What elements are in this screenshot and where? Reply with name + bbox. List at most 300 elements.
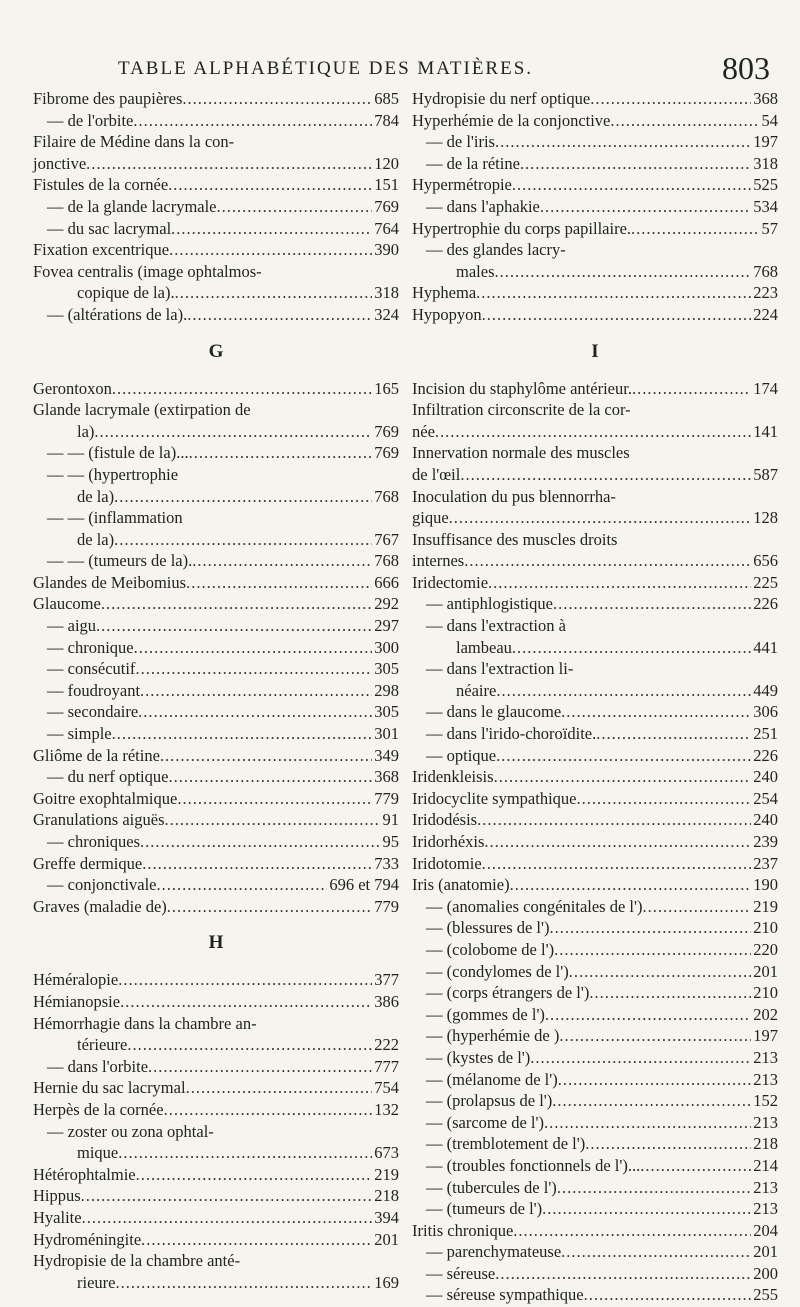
index-entry bbox=[412, 1090, 778, 1112]
section-letter: H bbox=[208, 932, 224, 954]
leader-dots bbox=[192, 550, 372, 572]
index-entry bbox=[33, 110, 399, 132]
entry-text: térieure bbox=[77, 1035, 128, 1055]
entry-text: — (gommes de l') bbox=[426, 1004, 545, 1024]
leader-dots bbox=[82, 1207, 373, 1229]
entry-page-number: 318 bbox=[753, 153, 778, 173]
leader-dots bbox=[164, 1099, 373, 1121]
leader-dots bbox=[168, 766, 372, 788]
entry-page-number: 201 bbox=[753, 961, 778, 981]
index-entry bbox=[33, 507, 399, 529]
page-header bbox=[0, 50, 800, 90]
entry-page-number: 324 bbox=[374, 304, 399, 324]
leader-dots bbox=[449, 507, 752, 529]
leader-dots bbox=[168, 174, 372, 196]
section-letter: I bbox=[591, 340, 599, 362]
entry-text: — (sarcome de l') bbox=[426, 1112, 544, 1132]
entry-text: — dans l'aphakie bbox=[426, 196, 540, 216]
leader-dots bbox=[569, 961, 752, 983]
entry-text: — du nerf optique bbox=[47, 767, 169, 787]
entry-text: Iridenkleisis bbox=[412, 767, 494, 787]
index-entry bbox=[412, 1133, 778, 1155]
leader-dots bbox=[640, 1155, 751, 1177]
leader-dots bbox=[157, 874, 328, 896]
entry-text: Goitre exophtalmique bbox=[33, 788, 178, 808]
leader-dots bbox=[141, 1229, 372, 1251]
index-entry bbox=[33, 853, 399, 875]
entry-text: Héméralopie bbox=[33, 970, 119, 990]
leader-dots bbox=[554, 939, 751, 961]
index-entry bbox=[33, 1099, 399, 1121]
leader-dots bbox=[186, 572, 372, 594]
leader-dots bbox=[494, 766, 752, 788]
entry-text: Iris (anatomie) bbox=[412, 875, 510, 895]
entry-text: Hyperhémie de la conjonctive bbox=[412, 110, 611, 130]
entry-page-number: 239 bbox=[753, 832, 778, 851]
leader-dots bbox=[495, 131, 751, 153]
entry-page-number: 767 bbox=[374, 529, 399, 549]
entry-page-number: 120 bbox=[374, 153, 399, 173]
entry-page-number: 128 bbox=[753, 508, 778, 528]
entry-page-number: 223 bbox=[753, 283, 778, 303]
entry-text: — chroniques bbox=[47, 832, 141, 851]
entry-page-number: 95 bbox=[382, 832, 399, 851]
index-entry bbox=[33, 766, 399, 788]
entry-text: de la) bbox=[77, 486, 115, 506]
leader-dots bbox=[476, 282, 751, 304]
leader-dots bbox=[512, 174, 751, 196]
entry-page-number: 214 bbox=[753, 1155, 778, 1175]
entry-text: jonctive bbox=[33, 153, 87, 173]
index-entry bbox=[33, 174, 399, 196]
entry-text: Infiltration circonscrite de la cor- bbox=[412, 400, 631, 420]
index-entry bbox=[412, 1025, 778, 1047]
leader-dots bbox=[186, 1077, 373, 1099]
index-entry bbox=[412, 378, 778, 400]
entry-text: Hémianopsie bbox=[33, 991, 121, 1011]
entry-page-number: 769 bbox=[374, 196, 399, 216]
entry-text: Hypermétropie bbox=[412, 175, 512, 195]
entry-text: Innervation normale des muscles bbox=[412, 443, 630, 463]
entry-page-number: 784 bbox=[374, 110, 399, 130]
entry-text: — (hyperhémie de ) bbox=[426, 1026, 560, 1046]
index-entry bbox=[412, 809, 778, 831]
index-entry bbox=[33, 1229, 399, 1251]
entry-page-number: 779 bbox=[374, 896, 399, 916]
entry-page-number: 306 bbox=[753, 702, 778, 722]
index-entry bbox=[412, 486, 778, 508]
leader-dots bbox=[496, 745, 751, 767]
index-entry bbox=[33, 218, 399, 240]
entry-text: Fibrome des paupières bbox=[33, 89, 183, 108]
entry-page-number: 201 bbox=[753, 1242, 778, 1262]
entry-text: — dans l'irido-choroïdite. bbox=[426, 724, 597, 744]
entry-page-number: 318 bbox=[374, 283, 399, 303]
entry-text: Hippus bbox=[33, 1186, 81, 1206]
leader-dots bbox=[160, 745, 372, 767]
entry-page-number: 368 bbox=[753, 89, 778, 108]
index-entry bbox=[33, 261, 399, 283]
leader-dots bbox=[112, 723, 373, 745]
leader-dots bbox=[610, 110, 759, 132]
entry-page-number: 769 bbox=[374, 443, 399, 463]
entry-page-number: 210 bbox=[753, 983, 778, 1003]
leader-dots bbox=[632, 378, 751, 400]
entry-text: Glandes de Meibomius bbox=[33, 572, 187, 592]
entry-page-number: 218 bbox=[753, 1134, 778, 1154]
leader-dots bbox=[177, 788, 372, 810]
leader-dots bbox=[540, 196, 751, 218]
entry-page-number: 213 bbox=[753, 1047, 778, 1067]
leader-dots bbox=[496, 680, 751, 702]
entry-text: Graves (maladie de) bbox=[33, 896, 167, 916]
entry-text: — optique bbox=[426, 745, 497, 765]
index-entry bbox=[33, 680, 399, 702]
entry-page-number: 768 bbox=[753, 261, 778, 281]
leader-dots bbox=[530, 1047, 751, 1069]
leader-dots bbox=[510, 874, 752, 896]
entry-page-number: 226 bbox=[753, 594, 778, 614]
entry-page-number: 141 bbox=[753, 421, 778, 441]
leader-dots bbox=[81, 1185, 373, 1207]
index-entry bbox=[33, 572, 399, 594]
leader-dots bbox=[175, 282, 373, 304]
leader-dots bbox=[96, 615, 372, 637]
entry-text: Hydropisie du nerf optique bbox=[412, 89, 591, 108]
entry-page-number: 213 bbox=[753, 1112, 778, 1132]
entry-text: Glande lacrymale (extirpation de bbox=[33, 400, 251, 420]
leader-dots bbox=[464, 550, 751, 572]
index-entry bbox=[33, 550, 399, 572]
index-entry bbox=[412, 1155, 778, 1177]
index-entry bbox=[33, 196, 399, 218]
index-entry bbox=[412, 421, 778, 443]
entry-text: — (altérations de la). bbox=[47, 304, 188, 324]
entry-text: Gliôme de la rétine bbox=[33, 745, 160, 765]
entry-page-number: 386 bbox=[374, 991, 399, 1011]
index-entry bbox=[412, 1220, 778, 1242]
entry-page-number: 666 bbox=[374, 572, 399, 592]
entry-page-number: 202 bbox=[753, 1004, 778, 1024]
entry-text: — — (hypertrophie bbox=[47, 464, 179, 484]
index-entry bbox=[33, 282, 399, 304]
index-entry bbox=[33, 399, 399, 421]
entry-text: — séreuse sympathique bbox=[426, 1285, 584, 1305]
index-entry bbox=[33, 1207, 399, 1229]
entry-text: de l'œil bbox=[412, 464, 461, 484]
index-entry bbox=[33, 1272, 399, 1294]
entry-page-number: 377 bbox=[374, 970, 399, 990]
entry-page-number: 200 bbox=[753, 1263, 778, 1283]
index-entry bbox=[412, 174, 778, 196]
entry-page-number: 226 bbox=[753, 745, 778, 765]
index-entry bbox=[412, 874, 778, 896]
running-title: TABLE ALPHABÉTIQUE DES MATIÈRES. bbox=[118, 58, 534, 79]
entry-text: — des glandes lacry- bbox=[426, 240, 566, 260]
entry-page-number: 349 bbox=[374, 745, 399, 765]
index-entry bbox=[33, 421, 399, 443]
entry-text: — foudroyant bbox=[47, 680, 141, 700]
index-entry bbox=[412, 153, 778, 175]
entry-page-number: 733 bbox=[374, 853, 399, 873]
leader-dots bbox=[545, 1004, 751, 1026]
index-entry bbox=[412, 961, 778, 983]
leader-dots bbox=[590, 88, 751, 110]
leader-dots bbox=[189, 442, 373, 464]
index-entry bbox=[412, 1177, 778, 1199]
entry-page-number: 768 bbox=[374, 551, 399, 571]
index-entry bbox=[33, 723, 399, 745]
index-entry bbox=[33, 1142, 399, 1164]
entry-page-number: 297 bbox=[374, 616, 399, 636]
leader-dots bbox=[495, 261, 752, 283]
index-entry bbox=[33, 637, 399, 659]
entry-text: — (corps étrangers de l') bbox=[426, 983, 590, 1003]
entry-page-number: 213 bbox=[753, 1069, 778, 1089]
index-entry bbox=[412, 723, 778, 745]
entry-page-number: 390 bbox=[374, 240, 399, 260]
entry-page-number: 696 et 794 bbox=[329, 875, 399, 895]
leader-dots bbox=[549, 917, 751, 939]
index-entry bbox=[412, 464, 778, 486]
leader-dots bbox=[169, 239, 372, 261]
entry-page-number: 525 bbox=[753, 175, 778, 195]
leader-dots bbox=[165, 809, 381, 831]
entry-text: née bbox=[412, 421, 435, 441]
leader-dots bbox=[495, 1263, 751, 1285]
leader-dots bbox=[118, 1142, 372, 1164]
leader-dots bbox=[577, 788, 752, 810]
entry-page-number: 225 bbox=[753, 572, 778, 592]
entry-text: — (colobome de l') bbox=[426, 939, 555, 959]
entry-text: de la) bbox=[77, 529, 115, 549]
entry-text: — séreuse bbox=[426, 1263, 496, 1283]
index-entry bbox=[33, 969, 399, 991]
leader-dots bbox=[187, 304, 372, 326]
leader-dots bbox=[585, 1133, 751, 1155]
entry-page-number: 219 bbox=[374, 1164, 399, 1184]
index-entry bbox=[412, 982, 778, 1004]
index-entry bbox=[33, 304, 399, 326]
entry-text: Hypertrophie du corps papillaire. bbox=[412, 218, 632, 238]
index-column-left bbox=[33, 88, 399, 1293]
index-entry bbox=[33, 1013, 399, 1035]
entry-page-number: 220 bbox=[753, 939, 778, 959]
index-entry bbox=[33, 745, 399, 767]
index-entry bbox=[412, 529, 778, 551]
entry-page-number: 251 bbox=[753, 724, 778, 744]
entry-text: Iridotomie bbox=[412, 853, 482, 873]
leader-dots bbox=[148, 1056, 372, 1078]
entry-text: Glaucome bbox=[33, 594, 101, 614]
index-column-right bbox=[412, 88, 778, 1306]
entry-page-number: 213 bbox=[753, 1199, 778, 1219]
index-entry bbox=[33, 788, 399, 810]
entry-page-number: 201 bbox=[374, 1229, 399, 1249]
entry-page-number: 292 bbox=[374, 594, 399, 614]
entry-page-number: 224 bbox=[753, 304, 778, 324]
index-entry bbox=[412, 196, 778, 218]
index-entry bbox=[33, 442, 399, 464]
leader-dots bbox=[553, 593, 751, 615]
entry-page-number: 449 bbox=[753, 680, 778, 700]
entry-text: — simple bbox=[47, 724, 112, 744]
index-entry bbox=[412, 1284, 778, 1306]
entry-text: — conjonctivale bbox=[47, 875, 157, 895]
index-entry bbox=[412, 399, 778, 421]
leader-dots bbox=[94, 421, 372, 443]
entry-page-number: 368 bbox=[374, 767, 399, 787]
index-entry bbox=[33, 88, 399, 110]
entry-text: — (condylomes de l') bbox=[426, 961, 569, 981]
entry-page-number: 754 bbox=[374, 1078, 399, 1098]
index-entry bbox=[33, 831, 399, 853]
entry-page-number: 441 bbox=[753, 637, 778, 657]
leader-dots bbox=[559, 1025, 751, 1047]
entry-page-number: 91 bbox=[382, 810, 399, 830]
entry-text: internes bbox=[412, 551, 465, 571]
index-entry bbox=[412, 550, 778, 572]
entry-text: Incision du staphylôme antérieur. bbox=[412, 378, 632, 398]
leader-dots bbox=[631, 218, 759, 240]
index-entry bbox=[412, 615, 778, 637]
entry-page-number: 768 bbox=[374, 486, 399, 506]
entry-page-number: 57 bbox=[761, 218, 778, 238]
leader-dots bbox=[167, 896, 372, 918]
entry-text: — de la rétine bbox=[426, 153, 520, 173]
entry-text: — (tremblotement de l') bbox=[426, 1134, 586, 1154]
index-entry bbox=[412, 1198, 778, 1220]
leader-dots bbox=[435, 421, 751, 443]
entry-page-number: 165 bbox=[374, 378, 399, 398]
index-entry bbox=[33, 464, 399, 486]
entry-page-number: 656 bbox=[753, 551, 778, 571]
leader-dots bbox=[542, 1198, 751, 1220]
entry-text: Hernie du sac lacrymal bbox=[33, 1078, 186, 1098]
index-entry bbox=[412, 593, 778, 615]
entry-text: Iridectomie bbox=[412, 572, 489, 592]
index-entry bbox=[33, 378, 399, 400]
section-letter: G bbox=[208, 340, 224, 362]
leader-dots bbox=[460, 464, 751, 486]
entry-text: — parenchymateuse bbox=[426, 1242, 562, 1262]
index-entry bbox=[33, 1164, 399, 1186]
entry-page-number: 255 bbox=[753, 1285, 778, 1305]
entry-page-number: 174 bbox=[753, 378, 778, 398]
index-entry bbox=[412, 282, 778, 304]
entry-page-number: 254 bbox=[753, 788, 778, 808]
entry-text: lambeau bbox=[456, 637, 512, 657]
index-entry bbox=[33, 615, 399, 637]
index-entry bbox=[33, 1185, 399, 1207]
leader-dots bbox=[477, 809, 751, 831]
entry-text: — (troubles fonctionnels de l')... bbox=[426, 1155, 641, 1175]
index-entry bbox=[33, 131, 399, 153]
leader-dots bbox=[589, 982, 751, 1004]
entry-text: — (tumeurs de l') bbox=[426, 1199, 543, 1219]
leader-dots bbox=[558, 1069, 752, 1091]
index-entry bbox=[412, 701, 778, 723]
entry-text: Iridocyclite sympathique bbox=[412, 788, 577, 808]
leader-dots bbox=[101, 593, 372, 615]
leader-dots bbox=[115, 1272, 372, 1294]
leader-dots bbox=[120, 991, 372, 1013]
index-entry bbox=[412, 1069, 778, 1091]
leader-dots bbox=[544, 1112, 751, 1134]
entry-text: Filaire de Médine dans la con- bbox=[33, 132, 235, 152]
entry-text: gique bbox=[412, 508, 449, 528]
leader-dots bbox=[142, 853, 372, 875]
entry-text: Herpès de la cornée bbox=[33, 1099, 164, 1119]
leader-dots bbox=[134, 637, 373, 659]
entry-page-number: 190 bbox=[753, 875, 778, 895]
entry-page-number: 218 bbox=[374, 1186, 399, 1206]
entry-page-number: 685 bbox=[374, 89, 399, 108]
index-entry bbox=[412, 131, 778, 153]
index-entry bbox=[412, 896, 778, 918]
index-entry bbox=[33, 1250, 399, 1272]
index-entry bbox=[412, 304, 778, 326]
entry-text: males bbox=[456, 261, 495, 281]
entry-page-number: 240 bbox=[753, 810, 778, 830]
index-entry bbox=[412, 110, 778, 132]
entry-text: — dans l'orbite bbox=[47, 1056, 149, 1076]
index-entry bbox=[412, 1047, 778, 1069]
index-entry bbox=[412, 572, 778, 594]
index-entry bbox=[412, 658, 778, 680]
entry-page-number: 197 bbox=[753, 132, 778, 152]
entry-text: Iritis chronique bbox=[412, 1220, 514, 1240]
entry-page-number: 394 bbox=[374, 1207, 399, 1227]
index-entry bbox=[412, 853, 778, 875]
entry-text: — dans le glaucome bbox=[426, 702, 562, 722]
entry-text: néaire bbox=[456, 680, 497, 700]
entry-text: — de l'orbite bbox=[47, 110, 134, 130]
entry-text: Hyalite bbox=[33, 1207, 82, 1227]
index-entry bbox=[33, 486, 399, 508]
leader-dots bbox=[140, 831, 380, 853]
index-entry bbox=[412, 788, 778, 810]
entry-page-number: 240 bbox=[753, 767, 778, 787]
entry-page-number: 534 bbox=[753, 196, 778, 216]
entry-text: — (kystes de l') bbox=[426, 1047, 531, 1067]
entry-text: Gerontoxon bbox=[33, 378, 112, 398]
leader-dots bbox=[482, 853, 752, 875]
leader-dots bbox=[114, 486, 372, 508]
entry-text: — — (fistule de la)... bbox=[47, 443, 189, 463]
leader-dots bbox=[138, 701, 372, 723]
entry-text: rieure bbox=[77, 1272, 116, 1292]
index-entry bbox=[412, 766, 778, 788]
index-entry bbox=[33, 991, 399, 1013]
entry-text: Insuffisance des muscles droits bbox=[412, 529, 618, 549]
entry-page-number: 54 bbox=[761, 110, 778, 130]
leader-dots bbox=[596, 723, 751, 745]
entry-page-number: 237 bbox=[753, 853, 778, 873]
index-entry bbox=[33, 701, 399, 723]
entry-text: — du sac lacrymal bbox=[47, 218, 172, 238]
entry-page-number: 197 bbox=[753, 1026, 778, 1046]
entry-text: — de la glande lacrymale bbox=[47, 196, 217, 216]
index-entry bbox=[33, 1121, 399, 1143]
index-entry bbox=[412, 88, 778, 110]
index-entry bbox=[33, 1034, 399, 1056]
entry-page-number: 305 bbox=[374, 702, 399, 722]
leader-dots bbox=[552, 1090, 751, 1112]
leader-dots bbox=[135, 658, 372, 680]
index-entry bbox=[33, 239, 399, 261]
index-entry bbox=[412, 507, 778, 529]
